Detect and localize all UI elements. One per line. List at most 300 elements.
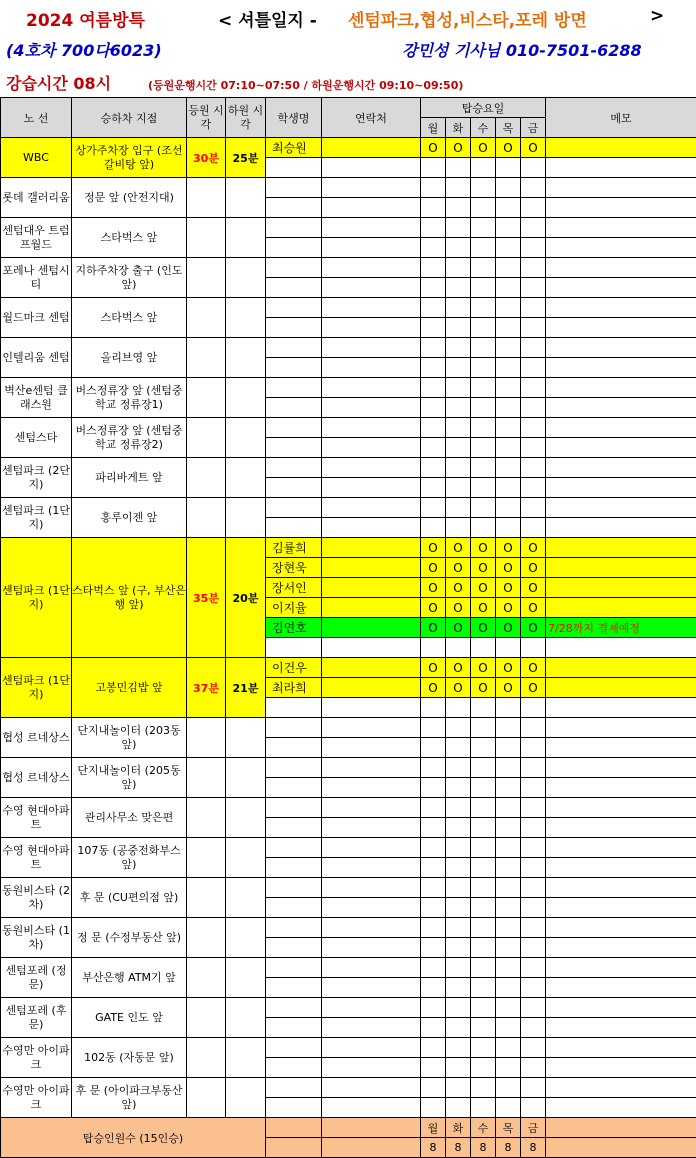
footer-day-mon: 월 (421, 1118, 446, 1138)
table-row (1, 918, 696, 938)
header-day-tue: 화 (446, 118, 471, 138)
contact-cell (322, 738, 421, 758)
day-mark-cell (521, 778, 546, 798)
day-mark-cell (446, 778, 471, 798)
day-mark-cell (446, 318, 471, 338)
day-mark-cell (496, 358, 521, 378)
pm-time-cell (226, 718, 266, 758)
student-name-cell: 장현욱 (266, 558, 322, 578)
day-mark-cell (421, 238, 446, 258)
day-mark-cell: O (471, 558, 496, 578)
route-cell: 수영만 아이파크 (1, 1038, 72, 1078)
day-mark-cell (421, 778, 446, 798)
memo-cell (546, 138, 696, 158)
table-row (1, 218, 696, 238)
student-name-cell (266, 1038, 322, 1058)
day-mark-cell (421, 1098, 446, 1118)
stop-cell: 후 문 (아이파크부동산앞) (72, 1078, 187, 1118)
stop-cell: 올리브영 앞 (72, 338, 187, 378)
day-mark-cell (521, 178, 546, 198)
student-name-cell (266, 338, 322, 358)
memo-cell (546, 498, 696, 518)
contact-cell (322, 638, 421, 658)
day-mark-cell (521, 418, 546, 438)
day-mark-cell (521, 838, 546, 858)
student-name-cell (266, 358, 322, 378)
day-mark-cell (421, 878, 446, 898)
day-mark-cell: O (446, 678, 471, 698)
day-mark-cell (421, 218, 446, 238)
day-mark-cell (521, 738, 546, 758)
day-mark-cell (446, 498, 471, 518)
footer-cell (322, 1138, 421, 1158)
day-mark-cell: O (446, 658, 471, 678)
contact-cell (322, 158, 421, 178)
day-mark-cell (521, 818, 546, 838)
memo-cell (546, 198, 696, 218)
day-mark-cell (496, 438, 521, 458)
day-mark-cell: O (496, 138, 521, 158)
student-name-cell (266, 858, 322, 878)
day-mark-cell (446, 358, 471, 378)
footer-count-thu: 8 (496, 1138, 521, 1158)
memo-cell (546, 178, 696, 198)
contact-cell (322, 898, 421, 918)
day-mark-cell (496, 998, 521, 1018)
day-mark-cell (521, 1078, 546, 1098)
day-mark-cell (521, 758, 546, 778)
day-mark-cell (446, 378, 471, 398)
student-name-cell (266, 158, 322, 178)
student-name-cell (266, 918, 322, 938)
class-time: 강습시간 08시 (6, 74, 112, 93)
am-time-cell (187, 838, 226, 878)
stop-cell: 정문 앞 (안전지대) (72, 178, 187, 218)
memo-cell (546, 918, 696, 938)
title-suffix: > (650, 6, 665, 26)
pm-time-cell (226, 378, 266, 418)
day-mark-cell (446, 818, 471, 838)
day-mark-cell (471, 818, 496, 838)
contact-cell (322, 658, 421, 678)
title-season: 2024 여름방특 (26, 11, 145, 31)
day-mark-cell (421, 998, 446, 1018)
pm-time-cell (226, 498, 266, 538)
day-mark-cell (521, 238, 546, 258)
stop-cell: 상가주차장 입구 (조선갈비탕 앞) (72, 138, 187, 178)
pm-time-cell: 25분 (226, 138, 266, 178)
student-name-cell (266, 198, 322, 218)
header-day-thu: 목 (496, 118, 521, 138)
day-mark-cell (471, 478, 496, 498)
day-mark-cell: O (521, 538, 546, 558)
day-mark-cell: O (421, 598, 446, 618)
day-mark-cell (421, 298, 446, 318)
day-mark-cell (421, 318, 446, 338)
day-mark-cell (421, 338, 446, 358)
day-mark-cell (471, 878, 496, 898)
day-mark-cell (471, 1018, 496, 1038)
day-mark-cell (496, 458, 521, 478)
contact-cell (322, 518, 421, 538)
day-mark-cell (446, 418, 471, 438)
student-name-cell (266, 178, 322, 198)
day-mark-cell (496, 478, 521, 498)
day-mark-cell (446, 718, 471, 738)
memo-cell (546, 738, 696, 758)
memo-cell (546, 418, 696, 438)
day-mark-cell: O (521, 678, 546, 698)
day-mark-cell (471, 758, 496, 778)
day-mark-cell (446, 438, 471, 458)
route-cell: WBC (1, 138, 72, 178)
day-mark-cell (446, 1078, 471, 1098)
day-mark-cell: O (421, 658, 446, 678)
day-mark-cell (421, 818, 446, 838)
contact-cell (322, 598, 421, 618)
footer-cell (322, 1118, 421, 1138)
day-mark-cell: O (521, 598, 546, 618)
day-mark-cell (421, 258, 446, 278)
day-mark-cell (446, 918, 471, 938)
table-row (1, 958, 696, 978)
day-mark-cell: O (471, 578, 496, 598)
student-name-cell (266, 838, 322, 858)
student-name-cell (266, 1058, 322, 1078)
table-row (1, 1038, 696, 1058)
student-name-cell: 이건우 (266, 658, 322, 678)
memo-cell (546, 698, 696, 718)
route-cell: 센텀대우 트럼프월드 (1, 218, 72, 258)
pm-time-cell (226, 258, 266, 298)
student-name-cell (266, 398, 322, 418)
student-name-cell (266, 718, 322, 738)
day-mark-cell (446, 858, 471, 878)
day-mark-cell (496, 898, 521, 918)
route-cell: 인텔리움 센텀 (1, 338, 72, 378)
am-time-cell: 30분 (187, 138, 226, 178)
day-mark-cell (471, 798, 496, 818)
day-mark-cell (421, 938, 446, 958)
header-contact: 연락처 (322, 98, 421, 138)
day-mark-cell (496, 218, 521, 238)
route-cell: 센텀파크 (1단지) (1, 658, 72, 718)
day-mark-cell: O (521, 618, 546, 638)
student-name-cell (266, 998, 322, 1018)
route-cell: 센텀파크 (1단지) (1, 538, 72, 658)
day-mark-cell: O (471, 678, 496, 698)
contact-cell (322, 238, 421, 258)
contact-cell (322, 538, 421, 558)
student-name-cell: 장서인 (266, 578, 322, 598)
memo-cell (546, 638, 696, 658)
student-name-cell (266, 738, 322, 758)
day-mark-cell (521, 918, 546, 938)
contact-cell (322, 398, 421, 418)
am-time-cell (187, 458, 226, 498)
day-mark-cell (521, 318, 546, 338)
student-name-cell (266, 898, 322, 918)
day-mark-cell (521, 858, 546, 878)
footer-cell (266, 1118, 322, 1138)
day-mark-cell (496, 878, 521, 898)
memo-cell (546, 898, 696, 918)
memo-cell (546, 818, 696, 838)
stop-cell: 후 문 (CU편의점 앞) (72, 878, 187, 918)
day-mark-cell (496, 858, 521, 878)
day-mark-cell (496, 1038, 521, 1058)
day-mark-cell (446, 278, 471, 298)
stop-cell: 버스정류장 앞 (센텀중학교 정류장2) (72, 418, 187, 458)
route-cell: 동원비스타 (1차) (1, 918, 72, 958)
pm-time-cell (226, 958, 266, 998)
header-student: 학생명 (266, 98, 322, 138)
student-name-cell (266, 938, 322, 958)
day-mark-cell: O (521, 578, 546, 598)
contact-cell (322, 818, 421, 838)
memo-cell (546, 1018, 696, 1038)
footer-count-mon: 8 (421, 1138, 446, 1158)
day-mark-cell (521, 158, 546, 178)
stop-cell: 버스정류장 앞 (센텀중학교 정류장1) (72, 378, 187, 418)
stop-cell: 고봉민김밥 앞 (72, 658, 187, 718)
day-mark-cell: O (421, 618, 446, 638)
contact-cell (322, 458, 421, 478)
day-mark-cell (496, 938, 521, 958)
schedule-note: (등원운행시간 07:10~07:50 / 하원운행시간 09:10~09:50) (148, 79, 464, 92)
day-mark-cell (496, 918, 521, 938)
route-cell: 협성 르네상스 (1, 718, 72, 758)
student-name-cell (266, 778, 322, 798)
day-mark-cell: O (471, 598, 496, 618)
day-mark-cell (421, 398, 446, 418)
pm-time-cell (226, 178, 266, 218)
table-row (1, 798, 696, 818)
contact-cell (322, 278, 421, 298)
contact-cell (322, 718, 421, 738)
day-mark-cell (496, 818, 521, 838)
student-name-cell: 김연호 (266, 618, 322, 638)
student-name-cell (266, 418, 322, 438)
day-mark-cell (471, 1038, 496, 1058)
pm-time-cell (226, 218, 266, 258)
day-mark-cell (446, 238, 471, 258)
table-row (1, 498, 696, 518)
day-mark-cell (446, 398, 471, 418)
day-mark-cell (496, 298, 521, 318)
day-mark-cell (521, 478, 546, 498)
day-mark-cell (446, 1018, 471, 1038)
route-cell: 협성 르네상스 (1, 758, 72, 798)
day-mark-cell (471, 458, 496, 478)
student-name-cell (266, 1078, 322, 1098)
student-name-cell (266, 458, 322, 478)
am-time-cell (187, 1038, 226, 1078)
memo-cell (546, 558, 696, 578)
day-mark-cell: O (471, 138, 496, 158)
day-mark-cell (521, 698, 546, 718)
day-mark-cell (421, 698, 446, 718)
day-mark-cell (421, 758, 446, 778)
student-name-cell: 이지율 (266, 598, 322, 618)
day-mark-cell (446, 878, 471, 898)
day-mark-cell (446, 638, 471, 658)
day-mark-cell: O (471, 658, 496, 678)
stop-cell: GATE 인도 앞 (72, 998, 187, 1038)
memo-cell (546, 478, 696, 498)
memo-cell (546, 438, 696, 458)
contact-cell (322, 578, 421, 598)
day-mark-cell (521, 258, 546, 278)
table-row (1, 258, 696, 278)
contact-cell (322, 498, 421, 518)
header-day-wed: 수 (471, 118, 496, 138)
stop-cell: 파리바게트 앞 (72, 458, 187, 498)
contact-cell (322, 778, 421, 798)
contact-cell (322, 198, 421, 218)
stop-cell: 단지내놀이터 (205동 앞) (72, 758, 187, 798)
day-mark-cell (471, 778, 496, 798)
student-name-cell (266, 238, 322, 258)
day-mark-cell: O (446, 138, 471, 158)
day-mark-cell (496, 1018, 521, 1038)
stops-body (1, 138, 696, 1118)
contact-cell (322, 258, 421, 278)
day-mark-cell: O (496, 678, 521, 698)
am-time-cell (187, 418, 226, 458)
day-mark-cell (496, 318, 521, 338)
day-mark-cell (521, 978, 546, 998)
day-mark-cell (421, 358, 446, 378)
stop-cell: 관리사무소 맞은편 (72, 798, 187, 838)
memo-cell (546, 1058, 696, 1078)
memo-cell (546, 398, 696, 418)
student-name-cell (266, 958, 322, 978)
memo-cell (546, 1038, 696, 1058)
day-mark-cell (421, 798, 446, 818)
footer-count-wed: 8 (471, 1138, 496, 1158)
student-name-cell (266, 698, 322, 718)
student-name-cell (266, 438, 322, 458)
contact-cell (322, 438, 421, 458)
day-mark-cell (446, 158, 471, 178)
day-mark-cell (496, 198, 521, 218)
route-cell: 센텀포레 (후문) (1, 998, 72, 1038)
day-mark-cell (471, 218, 496, 238)
day-mark-cell (496, 1058, 521, 1078)
contact-cell (322, 998, 421, 1018)
header-pm-time: 하원 시각 (226, 98, 266, 138)
am-time-cell (187, 1078, 226, 1118)
day-mark-cell (496, 958, 521, 978)
contact-cell (322, 298, 421, 318)
day-mark-cell (471, 938, 496, 958)
pm-time-cell (226, 878, 266, 918)
contact-cell (322, 318, 421, 338)
student-name-cell (266, 298, 322, 318)
day-mark-cell: O (421, 138, 446, 158)
memo-cell (546, 278, 696, 298)
day-mark-cell (521, 338, 546, 358)
contact-cell (322, 378, 421, 398)
day-mark-cell (446, 458, 471, 478)
day-mark-cell (471, 438, 496, 458)
day-mark-cell (471, 258, 496, 278)
day-mark-cell (496, 798, 521, 818)
am-time-cell (187, 498, 226, 538)
day-mark-cell (446, 1098, 471, 1118)
day-mark-cell: O (496, 618, 521, 638)
table-row (1, 378, 696, 398)
pm-time-cell: 20분 (226, 538, 266, 658)
day-mark-cell: O (496, 538, 521, 558)
stop-cell: 스타벅스 앞 (구, 부산은행 앞) (72, 538, 187, 658)
day-mark-cell (471, 838, 496, 858)
am-time-cell (187, 338, 226, 378)
day-mark-cell (496, 1078, 521, 1098)
day-mark-cell: O (446, 538, 471, 558)
pm-time-cell (226, 298, 266, 338)
memo-cell (546, 318, 696, 338)
stop-cell: 스타벅스 앞 (72, 218, 187, 258)
day-mark-cell: O (521, 558, 546, 578)
day-mark-cell (446, 198, 471, 218)
day-mark-cell (496, 338, 521, 358)
day-mark-cell (496, 278, 521, 298)
contact-cell (322, 858, 421, 878)
table-row (1, 998, 696, 1018)
day-mark-cell (521, 498, 546, 518)
route-cell: 수영만 아이파크 (1, 1078, 72, 1118)
memo-cell (546, 678, 696, 698)
memo-cell (546, 518, 696, 538)
contact-cell (322, 798, 421, 818)
stop-cell: 단지내놀이터 (203동 앞) (72, 718, 187, 758)
memo-cell (546, 338, 696, 358)
day-mark-cell (521, 518, 546, 538)
day-mark-cell (446, 178, 471, 198)
day-mark-cell (521, 438, 546, 458)
am-time-cell (187, 878, 226, 918)
day-mark-cell (471, 158, 496, 178)
contact-cell (322, 218, 421, 238)
day-mark-cell (471, 1078, 496, 1098)
route-cell: 센텀포레 (정문) (1, 958, 72, 998)
table-row (1, 538, 696, 558)
day-mark-cell (446, 938, 471, 958)
day-mark-cell (471, 198, 496, 218)
footer-day-thu: 목 (496, 1118, 521, 1138)
day-mark-cell (421, 1018, 446, 1038)
day-mark-cell (471, 518, 496, 538)
day-mark-cell (521, 958, 546, 978)
contact-cell (322, 698, 421, 718)
day-mark-cell (421, 1058, 446, 1078)
day-mark-cell (471, 1058, 496, 1078)
route-cell: 동원비스타 (2차) (1, 878, 72, 918)
day-mark-cell (471, 358, 496, 378)
day-mark-cell (421, 478, 446, 498)
stop-cell: 홍루이젠 앞 (72, 498, 187, 538)
day-mark-cell (446, 838, 471, 858)
memo-cell (546, 378, 696, 398)
day-mark-cell (421, 978, 446, 998)
am-time-cell (187, 798, 226, 838)
stop-cell: 정 문 (수정부동산 앞) (72, 918, 187, 958)
footer-day-tue: 화 (446, 1118, 471, 1138)
day-mark-cell (446, 978, 471, 998)
day-mark-cell (471, 1098, 496, 1118)
